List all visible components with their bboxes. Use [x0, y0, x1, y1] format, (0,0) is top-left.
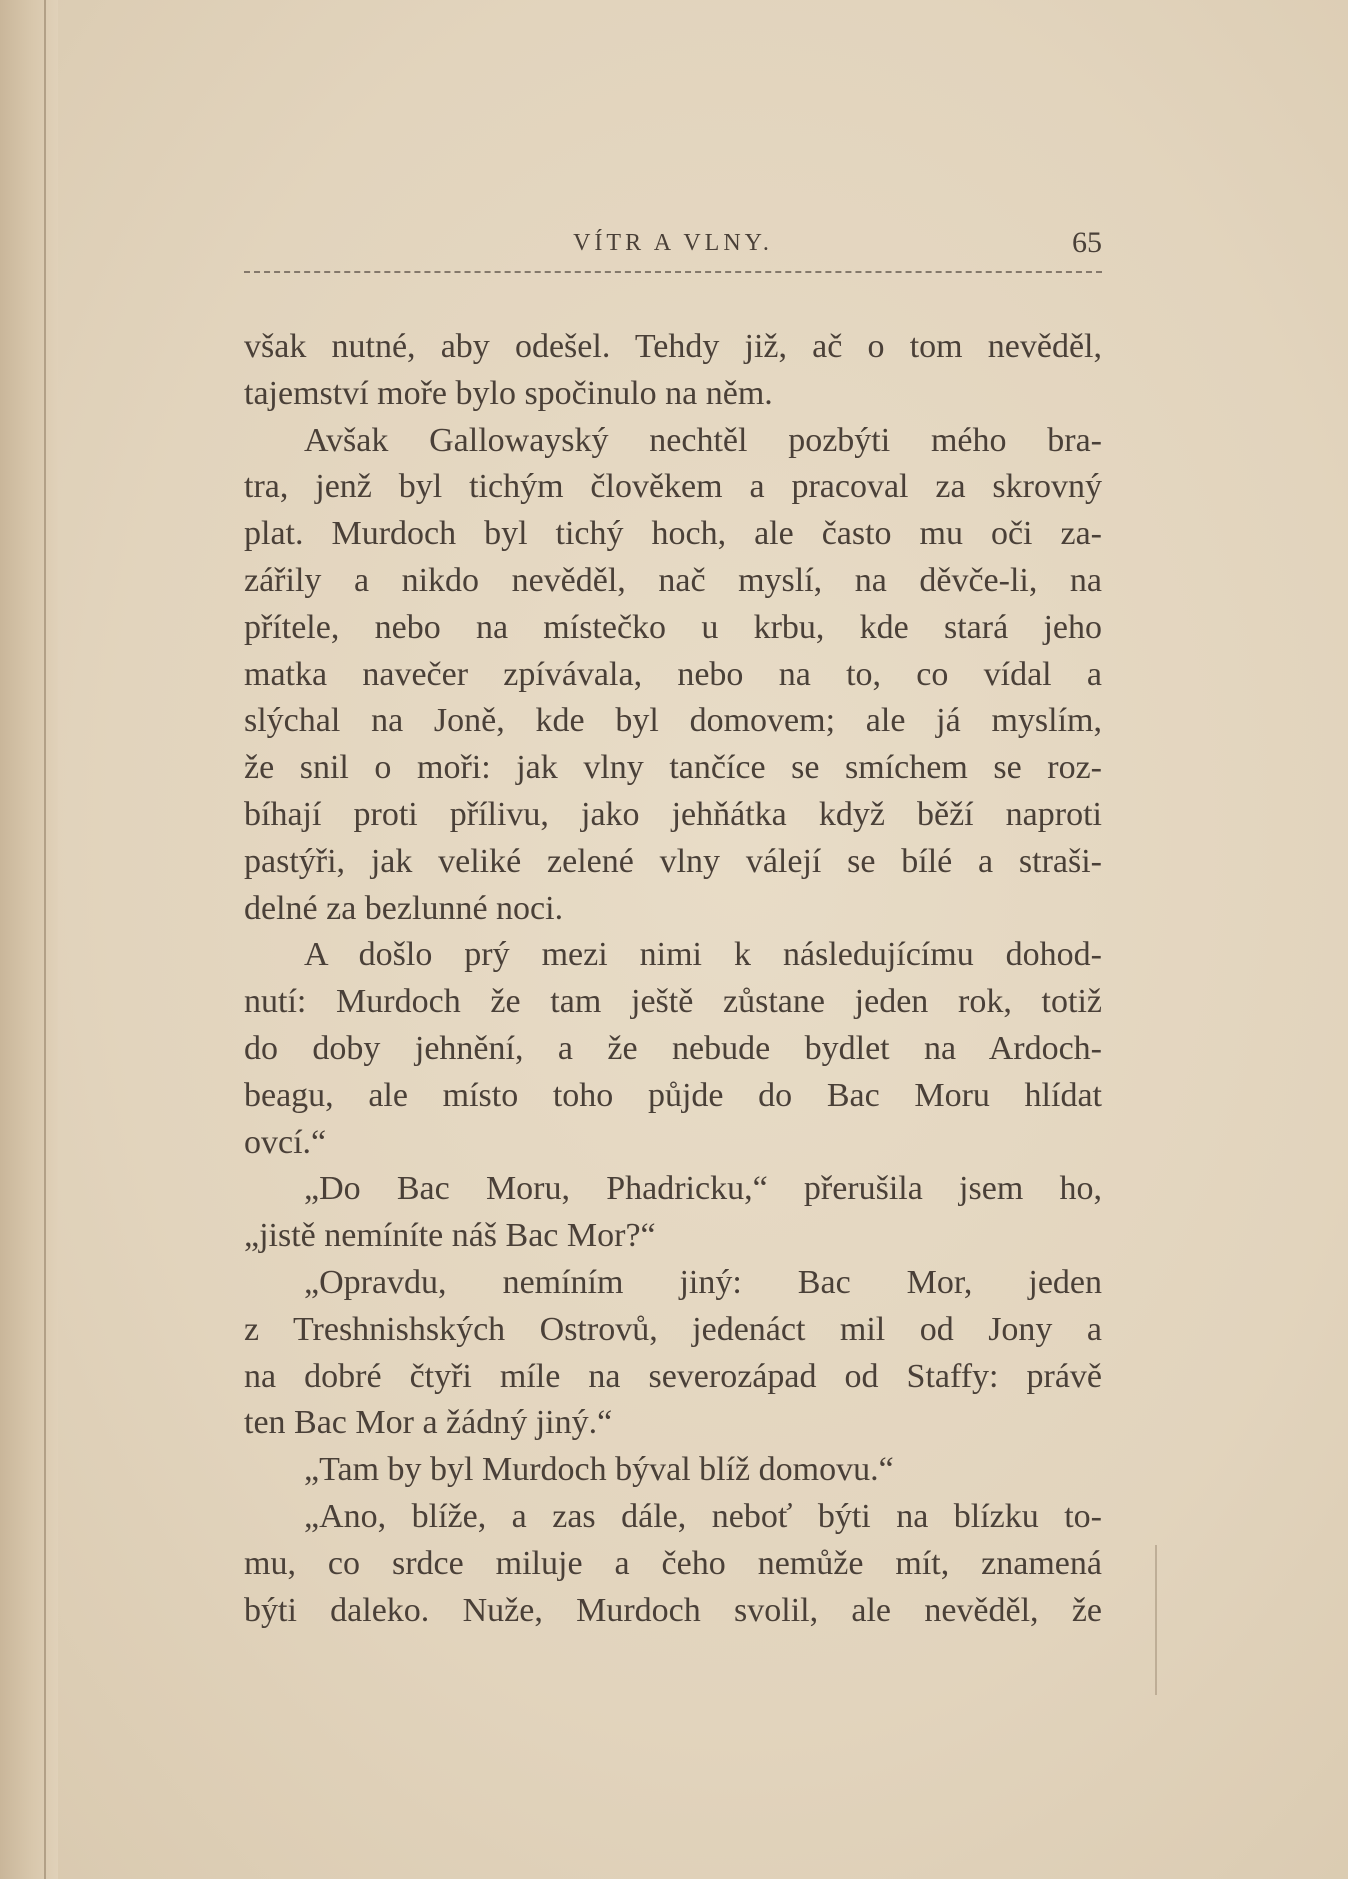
text-line: „Opravdu, nemíním jiný: Bac Mor, jeden [304, 1263, 1102, 1301]
text-line: zářily a nikdo nevěděl, nač myslí, na děvče-li, na [244, 561, 1102, 599]
text-line: z Treshnishských Ostrovů, jedenáct mil od Jony a [244, 1310, 1102, 1348]
text-line: Avšak Gallowayský nechtěl pozbýti mého bra- [304, 421, 1102, 459]
text-line: tra, jenž byl tichým člověkem a pracoval za skrovný [244, 468, 1102, 506]
text-line: beagu, ale místo toho půjde do Bac Moru hlídat [244, 1076, 1102, 1114]
gutter-fold-line [44, 0, 46, 1879]
page-number: 65 [1072, 226, 1102, 259]
header-rule [244, 271, 1102, 273]
text-line: tajemství moře bylo spočinulo na něm. [244, 374, 773, 412]
text-line: však nutné, aby odešel. Tehdy již, ač o tom nevěděl, [244, 328, 1102, 365]
body-text [244, 324, 1102, 1634]
text-line: býti daleko. Nuže, Murdoch svolil, ale nevěděl, že [244, 1591, 1102, 1629]
text-line: „Tam by byl Murdoch býval blíž domovu.“ [304, 1451, 894, 1489]
page-gutter [0, 0, 58, 1879]
text-line: do doby jehnění, a že nebude bydlet na Ardoch- [244, 1029, 1102, 1067]
text-line: bíhají proti přílivu, jako jehňátka když běží naproti [244, 795, 1102, 833]
text-line: přítele, nebo na místečko u krbu, kde stará jeho [244, 608, 1102, 646]
page-edge-mark [1155, 1545, 1157, 1695]
running-title: VÍTR A VLNY. [573, 230, 773, 256]
text-line: slýchal na Joně, kde byl domovem; ale já myslím, [244, 702, 1102, 740]
text-line: „jistě nemíníte náš Bac Mor?“ [244, 1217, 656, 1255]
text-line: delné za bezlunné noci. [244, 889, 564, 927]
text-line: plat. Murdoch byl tichý hoch, ale často mu oči za- [244, 515, 1102, 553]
text-line: ovcí.“ [244, 1123, 327, 1161]
running-header [244, 222, 1102, 262]
text-line: že snil o moři: jak vlny tančíce se smíchem se roz- [244, 749, 1102, 787]
text-line: ten Bac Mor a žádný jiný.“ [244, 1404, 613, 1442]
text-line: „Do Bac Moru, Phadricku,“ přerušila jsem ho, [304, 1170, 1102, 1208]
text-line: mu, co srdce miluje a čeho nemůže mít, znamená [244, 1544, 1102, 1582]
text-line: matka navečer zpívávala, nebo na to, co vídal a [244, 655, 1102, 693]
text-line: na dobré čtyři míle na severozápad od Staffy: právě [244, 1357, 1102, 1395]
text-line: A došlo prý mezi nimi k následujícímu dohod- [304, 936, 1102, 974]
text-line: nutí: Murdoch že tam ještě zůstane jeden rok, totiž [244, 983, 1102, 1021]
text-line: „Ano, blíže, a zas dále, neboť býti na blízku to- [304, 1497, 1102, 1535]
text-line: pastýři, jak veliké zelené vlny válejí se bílé a straši- [244, 842, 1102, 880]
